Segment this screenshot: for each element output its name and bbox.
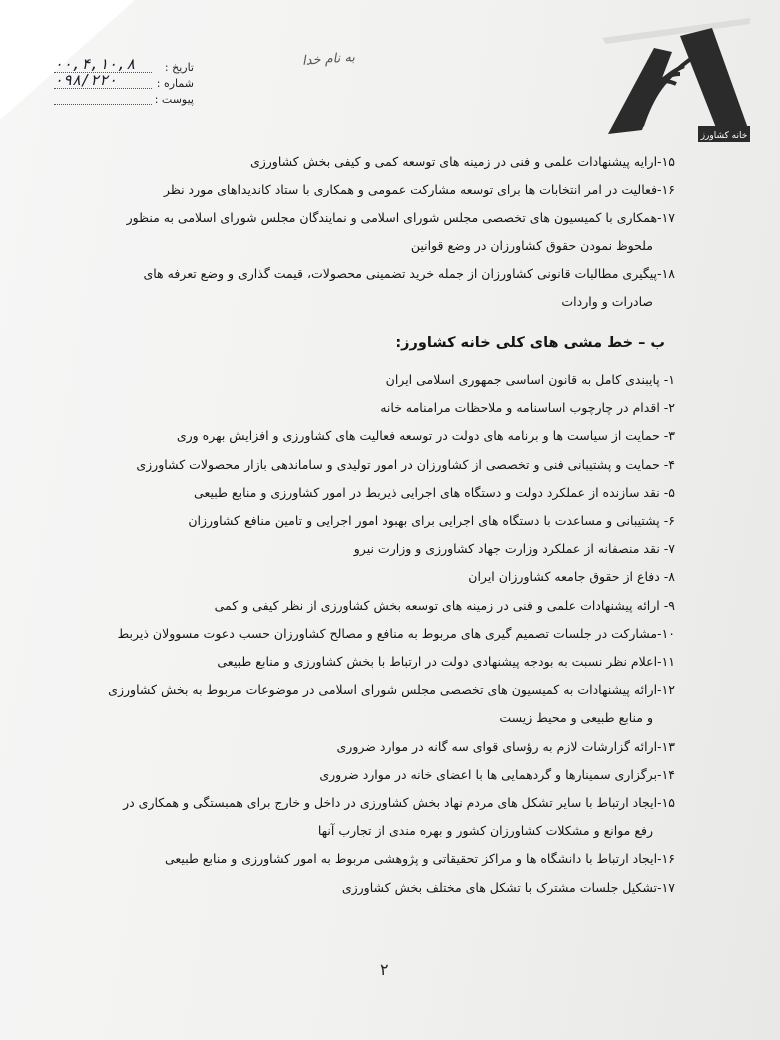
list-item: ۱- پایبندی کامل به قانون اساسی جمهوری اسلامی ایران [385,372,675,387]
list-item: ۱۱-اعلام نظر نسبت به بودجه پیشنهادی دولت در ارتباط با بخش کشاورزی و منابع طبیعی [217,654,675,670]
attachment-label: پیوست : [154,93,194,106]
list-item: ۱۵-ارایه پیشنهادات علمی و فنی در زمینه های توسعه کمی و کیفی بخش کشاورزی [249,154,675,169]
list-item: ۱۰-مشارکت در جلسات تصمیم گیری های مربوط به منافع و مصالح کشاورزان حسب دعوت مسوولان ذیربط [117,625,675,641]
list-item: ۷- نقد منصفانه از عملکرد وزارت جهاد کشاورزی و وزارت نیرو [353,541,675,557]
list-item: ۶- پشتیبانی و مساعدت با دستگاه های اجرایی برای بهبود امور اجرایی و تامین منافع کشاورزان [188,513,675,529]
list-item: ۱۲-ارائه پیشنهادات به کمیسیون های تخصصی مجلس شورای اسلامی در موضوعات مربوط به بخش کشاورزی [108,682,675,698]
page-number: ۲ [380,960,389,979]
list-item: ۱۶-فعالیت در امر انتخابات ها برای توسعه مشارکت عمومی و همکاری با ستاد کاندیداهای مورد نظر [163,182,675,197]
list-item: ۱۷-همکاری با کمیسیون های تخصصی مجلس شورای اسلامی و نمایندگان مجلس شورای اسلامی به منظور [126,210,675,225]
handwritten-note: به نام خدا [301,50,356,69]
date-label: تاریخ : [164,61,194,74]
attachment-row [54,92,194,108]
list-item: ۱۷-تشکیل جلسات مشترک با تشکل های مختلف بخش کشاورزی [341,879,675,895]
list-item: ۹- ارائه پیشنهادات علمی و فنی در زمینه های توسعه بخش کشاورزی از نظر کیفی و کمی [214,597,675,613]
logo-caption: خانه کشاورز [700,131,748,141]
khaneh-keshavarz-logo [602,18,750,142]
date-value: ۰۰,۴,۱۰,۸ [54,55,136,73]
list-item: ۳- حمایت از سیاست ها و برنامه های دولت در توسعه فعالیت های کشاورزی و افزایش بهره وری [176,428,675,444]
section-b-heading: ب – خط مشی های کلی خانه کشاورز: [395,335,665,351]
list-item: ۱۳-ارائه گزارشات لازم به رؤسای قوای سه گانه در موارد ضروری [336,738,675,754]
list-item: ۵- نقد سازنده از عملکرد دولت و دستگاه های اجرایی ذیربط در امور کشاورزی و منابع طبیعی [194,484,675,500]
list-item: ۱۴-برگزاری سمینارها و گردهمایی ها با اعضای خانه در موارد ضروری [319,766,675,782]
list-item: ۱۶-ایجاد ارتباط با دانشگاه ها و مراکز تحقیقاتی و پژوهشی مربوط به امور کشاورزی و منابع طبیعی [164,851,675,867]
list-item-continuation: صادرات و واردات [561,294,653,309]
number-row [54,71,194,92]
list-item: ۱۵-ایجاد ارتباط با سایر تشکل های مردم نهاد بخش کشاورزی در داخل و خارج برای همبستگی و همکاری در [123,795,675,811]
list-item: ۲- اقدام در چارچوب اساسنامه و ملاحظات مرامنامه خانه [380,400,675,416]
list-item-continuation: رفع موانع و مشکلات کشاورزان کشور و بهره مندی از تجارب آنها [317,823,653,839]
number-label: شماره : [156,77,194,90]
section-a-tail [90,148,675,316]
number-value: ۰۹۸/۲۲۰ [54,71,118,89]
letter-meta [54,55,194,108]
list-item: ۸- دفاع از حقوق جامعه کشاورزان ایران [468,569,675,585]
list-item-continuation: ملحوظ نمودن حقوق کشاورزان در وضع قوانین [410,238,653,253]
list-item: ۴- حمایت و پشتیبانی فنی و تخصصی از کشاورزان در امور تولیدی و ساماندهی بازار محصولات کشاورزی [136,456,675,472]
document-body [90,148,675,902]
list-item-continuation: و منابع طبیعی و محیط زیست [499,710,653,726]
list-item: ۱۸-پیگیری مطالبات قانونی کشاورزان از جمله خرید تضمینی محصولات، قیمت گذاری و وضع تعرفه های [143,266,675,281]
section-b-list [90,366,675,902]
